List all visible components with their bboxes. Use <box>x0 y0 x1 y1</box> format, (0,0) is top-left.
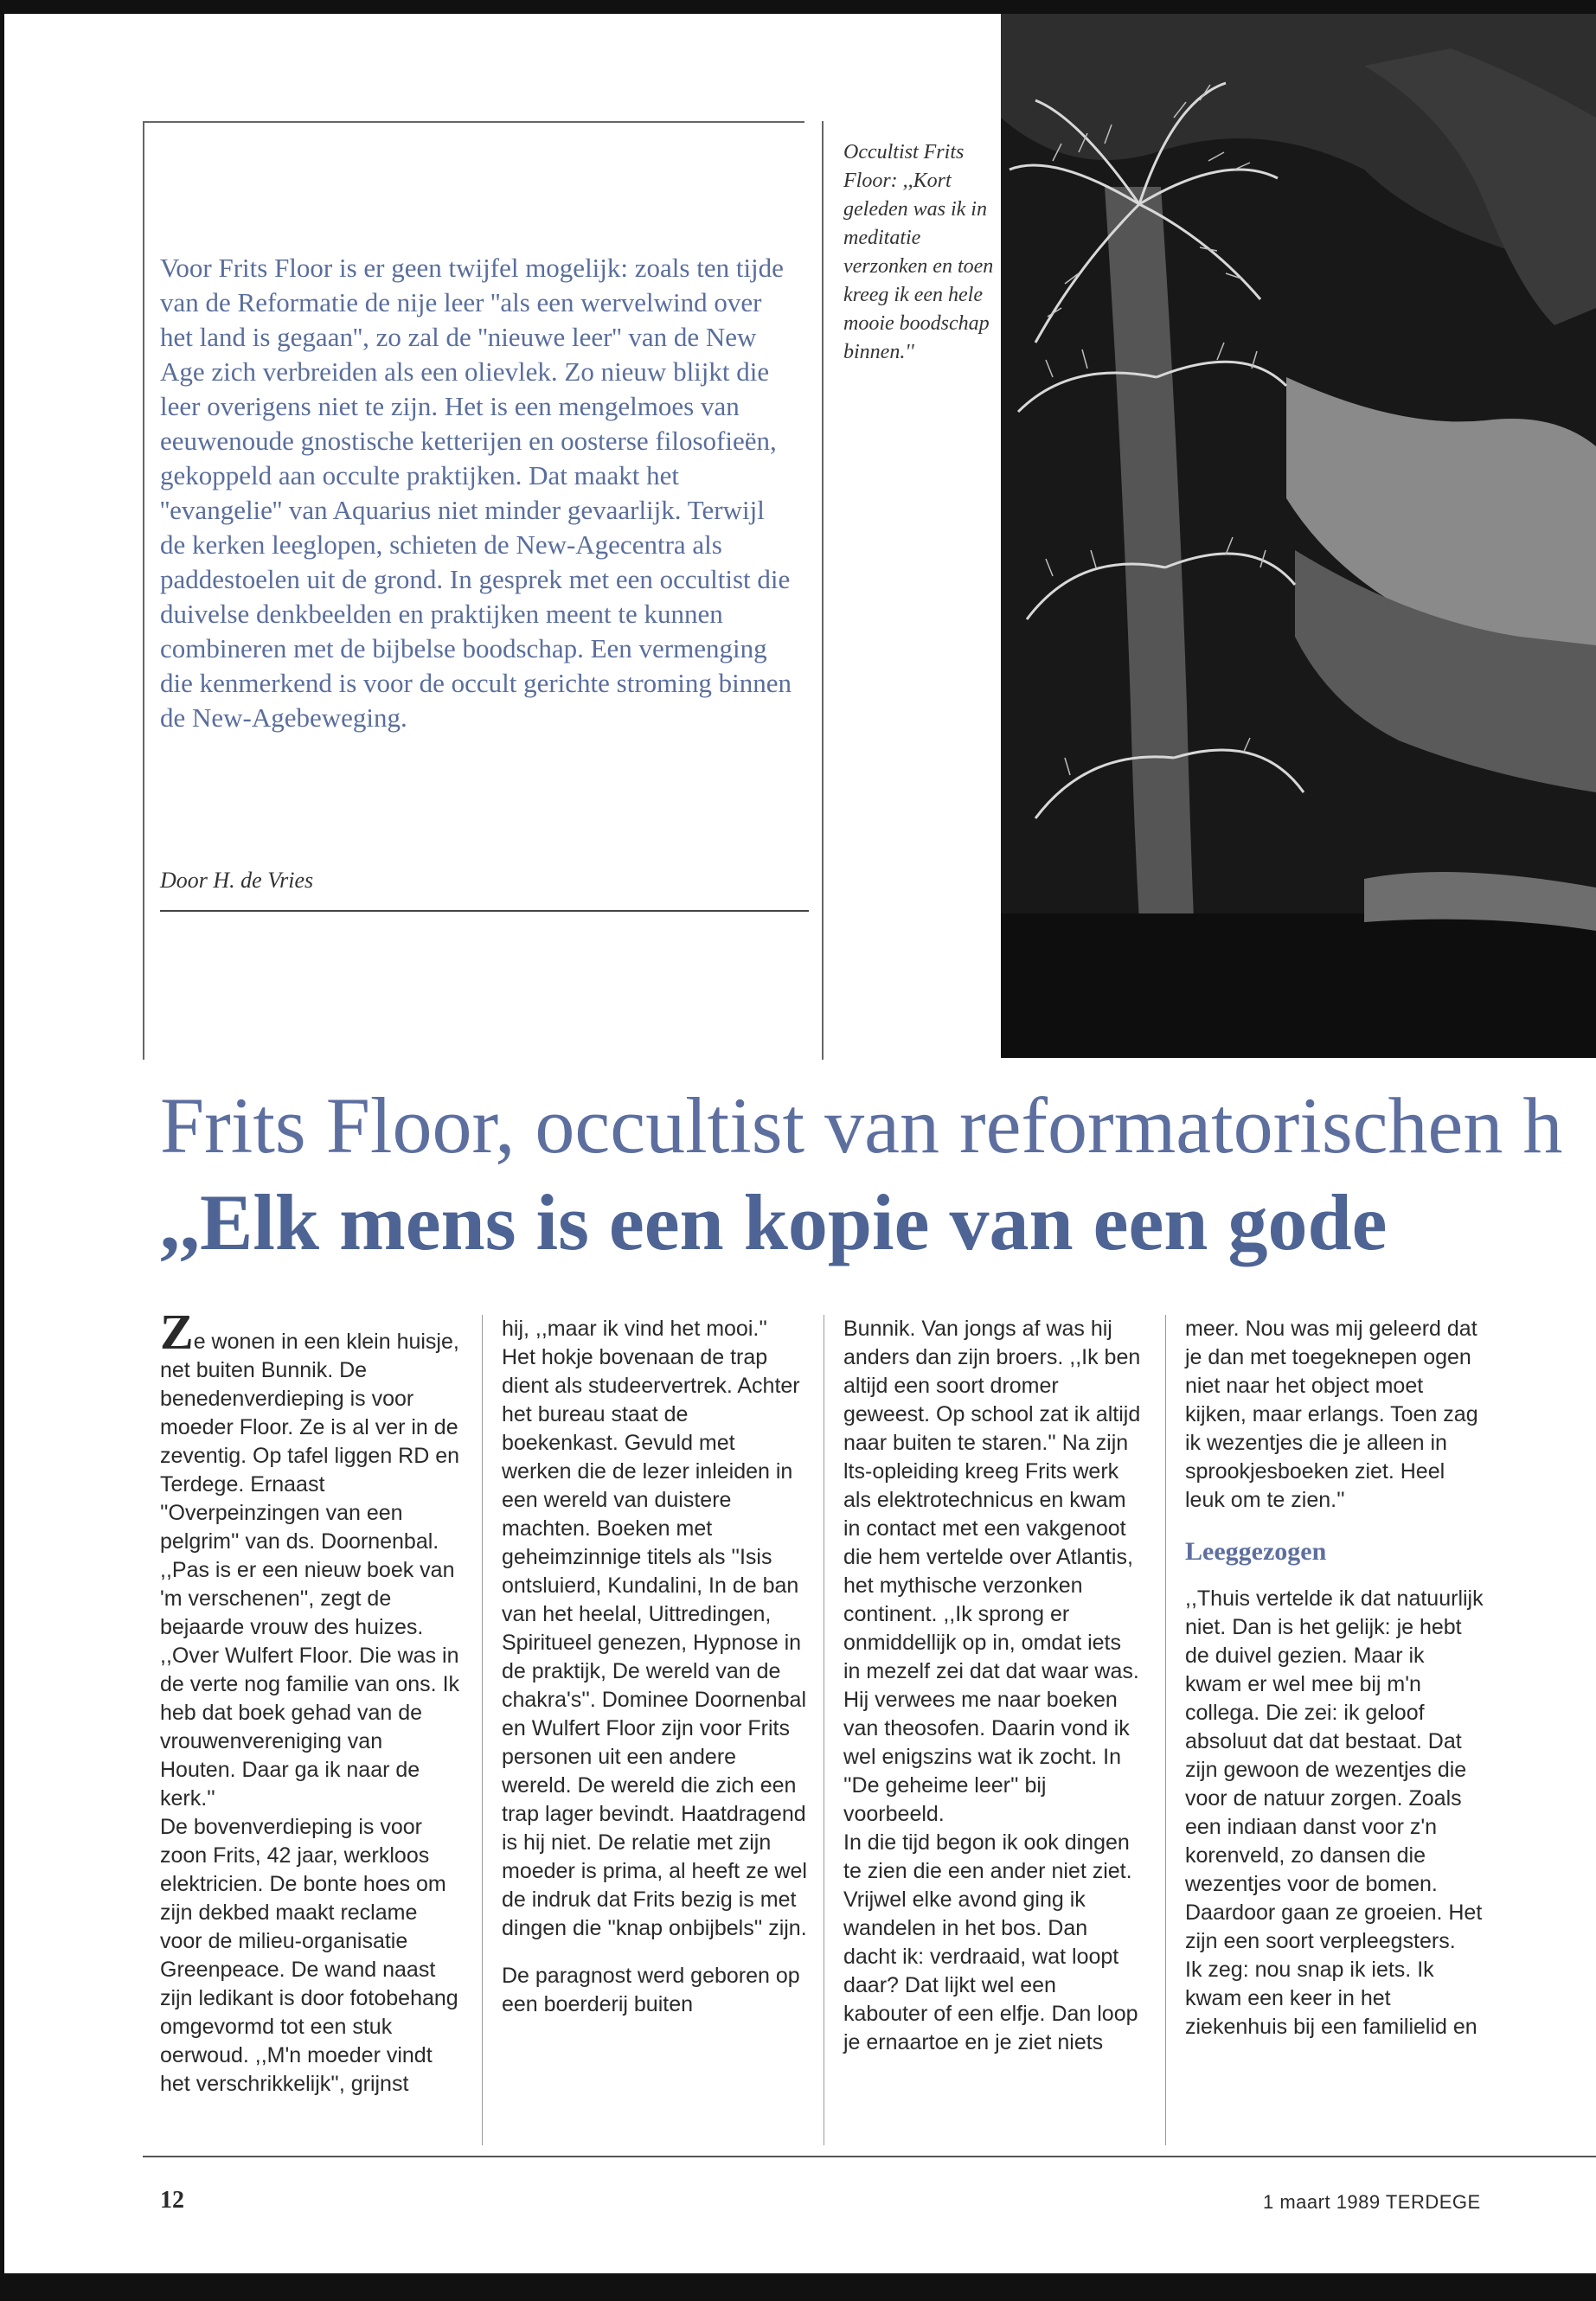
col1-paragraph-1: e wonen in een klein huisje, net buiten Bunnik. De benedenverdieping is voor moeder Floor. Ze is al ver in de zeventig. Op tafel liggen RD en Terdege. Ernaast ''Overpeinzingen van een pelgrim'' van ds. Doornenbal. ,,Pas is er een nieuw boek van 'm verschenen'', zegt de bejaarde vrouw des huizes. ,,Over Wulfert Floor. Die was in de verte nog familie van ons. Ik heb dat boek gehad van de vrouwenvereniging van Houten. Daar ga ik naar de kerk.'' <box>160 1330 460 1811</box>
col2-paragraph-1: hij, ,,maar ik vind het mooi.'' <box>502 1317 767 1341</box>
palm-tree-image <box>1001 14 1596 1058</box>
footer-rule <box>143 2156 1596 2157</box>
page-number: 12 <box>160 2187 184 2214</box>
headline-line-1: Frits Floor, occultist van reformatorischen h <box>160 1081 1563 1170</box>
byline: Door H. de Vries <box>160 868 314 893</box>
byline-rule <box>160 910 809 912</box>
article-column-2 <box>502 1315 809 2019</box>
issue-date: 1 maart 1989 TERDEGE <box>1263 2191 1481 2213</box>
left-border <box>0 0 4 2301</box>
drop-cap: Z <box>160 1304 194 1360</box>
article-column-4 <box>1185 1315 1484 2041</box>
col4-paragraph-2: ,,Thuis vertelde ik dat natuurlijk niet. Dan is het gelijk: je hebt de duivel gezien. Maar ik kwam er wel mee bij m'n collega. Die zei: ik geloof absoluut dat dat bestaat. Dat zijn gewoon de wezentjes die voor de natuur zorgen. Zoals een indiaan danst voor z'n korenveld, zo dansen die wezentjes voor de bomen. Daardoor gaan ze groeien. Het zijn een soort verpleegsters. <box>1185 1586 1484 1953</box>
col1-paragraph-2: De bovenverdieping is voor zoon Frits, 42 jaar, werkloos elektricien. De bonte hoes om zijn dekbed maakt reclame voor de milieu-organisatie Greenpeace. De wand naast zijn ledikant is door fotobehang omgevormd tot een stuk oerwoud. ,,M'n moeder vindt het verschrikkelijk'', grijnst <box>160 1815 458 2096</box>
col4-paragraph-1: meer. Nou was mij geleerd dat je dan met toegeknepen ogen niet naar het object moet kijken, maar erlangs. Toen zag ik wezentjes die je alleen in sprookjesboeken ziet. Heel leuk om te zien.'' <box>1185 1317 1478 1512</box>
intro-divider <box>822 121 824 1060</box>
top-border <box>0 0 1596 14</box>
article-column-3 <box>843 1315 1142 2057</box>
palm-forest-photo <box>1001 14 1596 1058</box>
column-divider <box>482 1315 483 2145</box>
col3-paragraph-2: In die tijd begon ik ook dingen te zien die een ander niet ziet. Vrijwel elke avond ging ik wandelen in het bos. Dan dacht ik: verdraaid, wat loopt daar? Dat lijkt wel een kabouter of een elfje. Dan loop je ernaartoe en je ziet niets <box>843 1830 1138 2054</box>
col3-paragraph-1: Bunnik. Van jongs af was hij anders dan zijn broers. ,,Ik ben altijd een soort dromer geweest. Op school zat ik altijd naar buiten te staren.'' Na zijn lts-opleiding kreeg Frits werk als elektrotechnicus en kwam in contact met een vakgenoot die hem vertelde over Atlantis, het mythische verzonken continent. ,,Ik sprong er onmiddellijk op in, omdat iets in mezelf zei dat dat waar was. Hij verwees me naar boeken van theosofen. Daarin vond ik wel enigszins wat ik zocht. In ''De geheime leer'' bij voorbeeld. <box>843 1317 1141 1826</box>
col2-paragraph-3: De paragnost werd geboren op een boerderij buiten <box>502 1964 800 2016</box>
col2-paragraph-2: Het hokje bovenaan de trap dient als studeervertrek. Achter het bureau staat de boekenkast. Gevuld met werken die de lezer inleiden in een wereld van duistere machten. Boeken met geheimzinnige titels als ''Isis ontsluierd, Kundalini, In de ban van het heelal, Uittredingen, Spiritueel genezen, Hypnose in de praktijk, De wereld van de chakra's''. Dominee Doornenbal en Wulfert Floor zijn voor Frits personen uit een andere wereld. De wereld die zich een trap lager bevindt. Haatdragend is hij niet. De relatie met zijn moeder is prima, al heeft ze wel de indruk dat Frits bezig is met dingen die ''knap onbijbels'' zijn. <box>502 1345 807 1940</box>
intro-paragraph: Voor Frits Floor is er geen twijfel mogelijk: zoals ten tijde van de Reformatie de nije leer ''als een wervelwind over het land is gegaan'', zo zal de ''nieuwe leer'' van de New Age zich verbreiden als een olievlek. Zo nieuw blijkt die leer overigens niet te zijn. Het is een mengelmoes van eeuwenoude gnostische ketterijen en oosterse filosofieën, gekoppeld aan occulte praktijken. Dat maakt het ''evangelie'' van Aquarius niet minder gevaarlijk. Terwijl de kerken leeglopen, schieten de New-Agecentra als paddestoelen uit de grond. In gesprek met een occultist die duivelse denkbeelden en praktijken meent te kunnen combineren met de bijbelse boodschap. Een vermenging die kenmerkend is voor de occult gerichte stroming binnen de New-Agebeweging. <box>160 253 792 733</box>
col4-paragraph-3: Ik zeg: nou snap ik iets. Ik kwam een keer in het ziekenhuis bij een familielid en <box>1185 1958 1477 2039</box>
article-column-1 <box>160 1304 463 2099</box>
photo-caption: Occultist Frits Floor: ,,Kort geleden was ik in meditatie verzonken en toen kreeg ik een hele mooie boodschap binnen.'' <box>843 141 994 363</box>
column-divider <box>1165 1315 1166 2145</box>
bottom-border <box>0 2273 1596 2301</box>
subheading: Leeggezogen <box>1185 1537 1327 1566</box>
headline-line-2: ,,Elk mens is een kopie van een gode <box>160 1178 1388 1266</box>
